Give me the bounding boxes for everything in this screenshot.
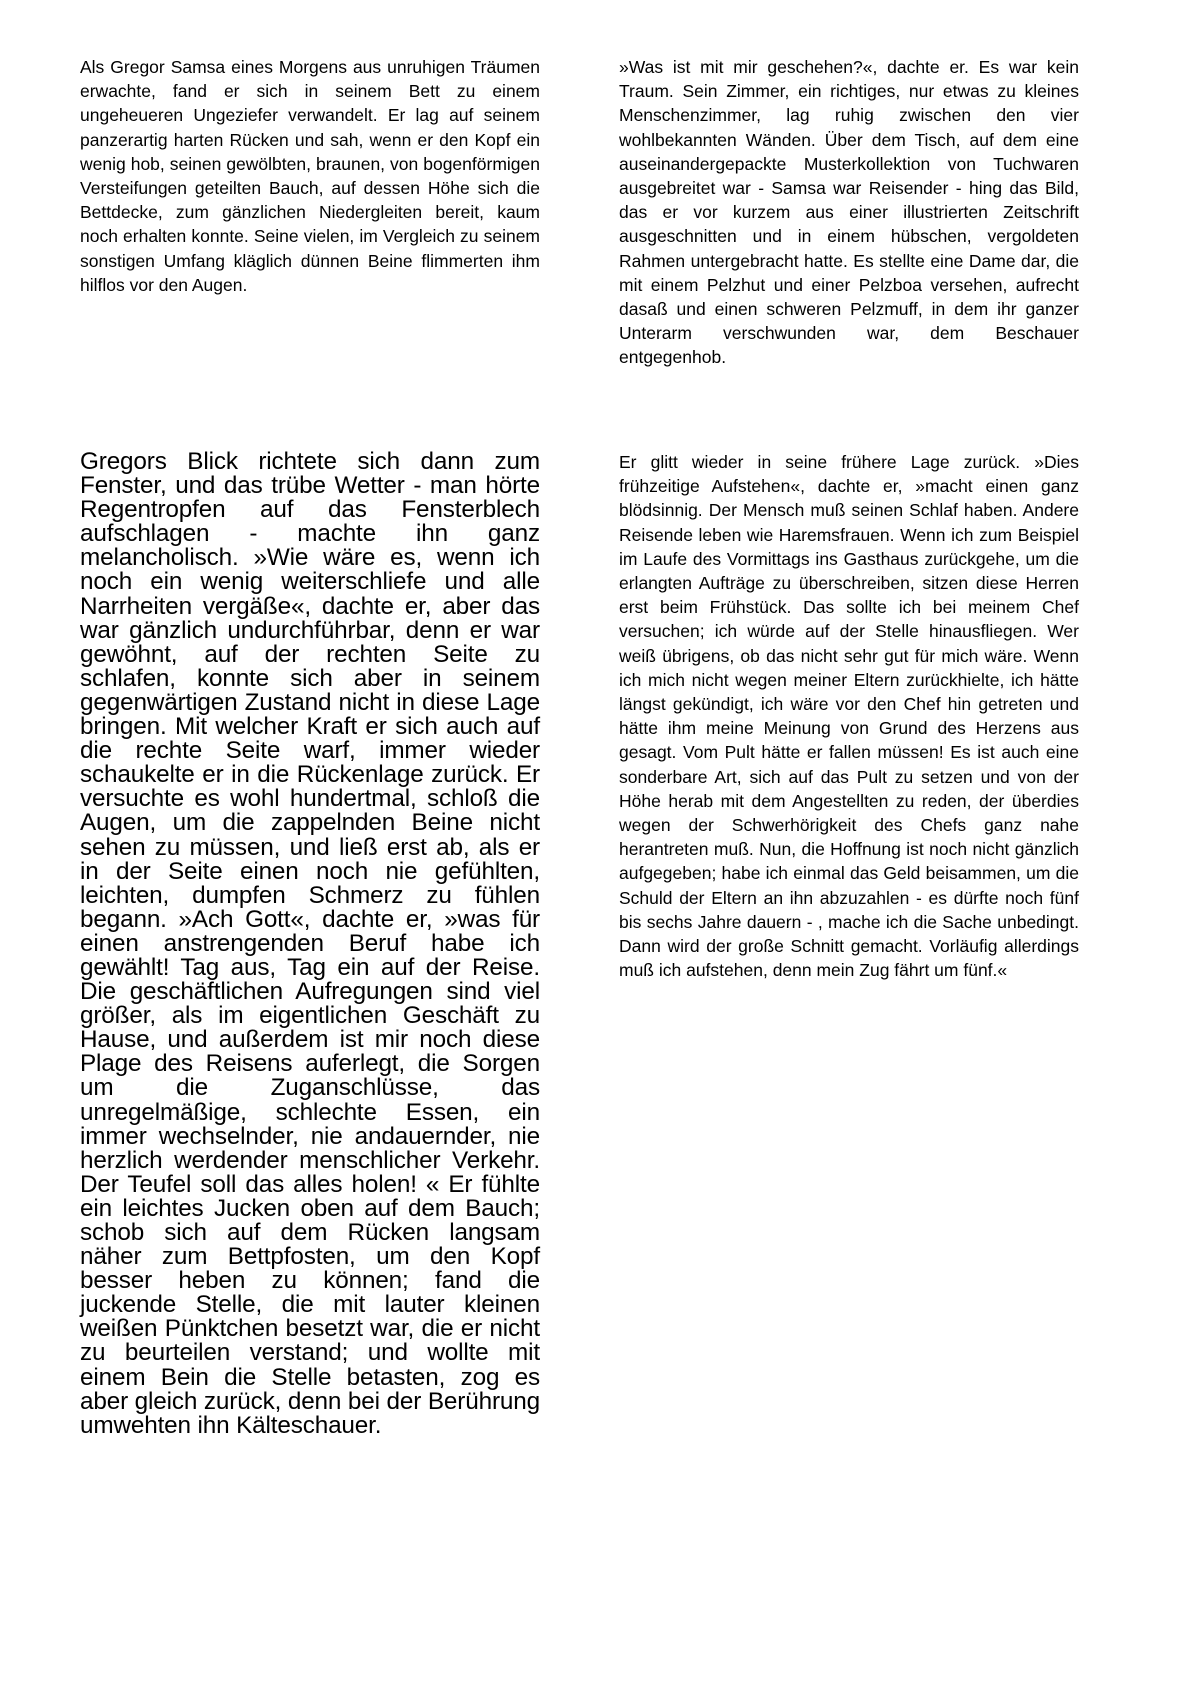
paragraph-top-right: »Was ist mit mir geschehen?«, dachte er. Es war kein Traum. Sein Zimmer, ein richtiges, nur etwas zu kleines Menschenzimmer, lag ruhig zwischen den vier wohlbekannten Wänden. Über dem Tisch, auf dem eine auseinandergepackte Musterkollektion von Tuchwaren ausgebreitet war - Samsa war Reisender - hing das Bild, das er vor kurzem aus einer illustrierten Zeitschrift ausgeschnitten und in einem hübschen, vergoldeten Rahmen untergebracht hatte. Es stellte eine Dame dar, die mit einem Pelzhut und einer Pelzboa versehen, aufrecht dasaß und einen schweren Pelzmuff, in dem ihr ganzer Unterarm verschwunden war, dem Beschauer entgegenhob. <box>619 57 1079 368</box>
paragraph-top-left: Als Gregor Samsa eines Morgens aus unruhigen Träumen erwachte, fand er sich in seinem Bett zu einem ungeheueren Ungeziefer verwandelt. Er lag auf seinem panzerartig harten Rücken und sah, wenn er den Kopf ein wenig hob, seinen gewölbten, braunen, von bogenförmigen Versteifungen geteilten Bauch, auf dessen Höhe sich die Bettdecke, zum gänzlichen Niedergleiten bereit, kaum noch erhalten konnte. Seine vielen, im Vergleich zu seinem sonstigen Umfang kläglich dünnen Beine flimmerten ihm hilflos vor den Augen. <box>80 57 540 295</box>
paragraph-bottom-left: Gregors Blick richtete sich dann zum Fenster, und das trübe Wetter - man hörte Regentropfen auf das Fensterblech aufschlagen - machte ihn ganz melancholisch. »Wie wäre es, wenn ich noch ein wenig weiterschliefe und alle Narrheiten vergäße«, dachte er, aber das war gänzlich undurchführbar, denn er war gewöhnt, auf der rechten Seite zu schlafen, konnte sich aber in seinem gegenwärtigen Zustand nicht in diese Lage bringen. Mit welcher Kraft er sich auch auf die rechte Seite warf, immer wieder schaukelte er in die Rückenlage zurück. Er versuchte es wohl hundertmal, schloß die Augen, um die zappelnden Beine nicht sehen zu müssen, und ließ erst ab, als er in der Seite einen noch nie gefühlten, leichten, dumpfen Schmerz zu fühlen begann. »Ach Gott«, dachte er, »was für einen anstrengenden Beruf habe ich gewählt! Tag aus, Tag ein auf der Reise. Die geschäftlichen Aufregungen sind viel größer, als im eigentlichen Geschäft zu Hause, und außerdem ist mir noch diese Plage des Reisens auferlegt, die Sorgen um die Zuganschlüsse, das unregelmäßige, schlechte Essen, ein immer wechselnder, nie andauernder, nie herzlich werdender menschlicher Verkehr. Der Teufel soll das alles holen! « Er fühlte ein leichtes Jucken oben auf dem Bauch; schob sich auf dem Rücken langsam näher zum Bettpfosten, um den Kopf besser heben zu können; fand die juckende Stelle, die mit lauter kleinen weißen Pünktchen besetzt war, die er nicht zu beurteilen verstand; und wollte mit einem Bein die Stelle betasten, zog es aber gleich zurück, denn bei der Berührung umwehten ihn Kälteschauer. <box>80 448 540 1439</box>
paragraph-bottom-right: Er glitt wieder in seine frühere Lage zurück. »Dies frühzeitige Aufstehen«, dachte er, »macht einen ganz blödsinnig. Der Mensch muß seinen Schlaf haben. Andere Reisende leben wie Haremsfrauen. Wenn ich zum Beispiel im Laufe des Vormittags ins Gasthaus zurückgehe, um die erlangten Aufträge zu überschreiben, sitzen diese Herren erst beim Frühstück. Das sollte ich bei meinem Chef versuchen; ich würde auf der Stelle hinausfliegen. Wer weiß übrigens, ob das nicht sehr gut für mich wäre. Wenn ich mich nicht wegen meiner Eltern zurückhielte, ich hätte längst gekündigt, ich wäre vor den Chef hin getreten und hätte ihm meine Meinung von Grund des Herzens aus gesagt. Vom Pult hätte er fallen müssen! Es ist auch eine sonderbare Art, sich auf das Pult zu setzen und von der Höhe herab mit dem Angestellten zu reden, der überdies wegen der Schwerhörigkeit des Chefs ganz nahe herantreten muß. Nun, die Hoffnung ist noch nicht gänzlich aufgegeben; habe ich einmal das Geld beisammen, um die Schuld der Eltern an ihn abzuzahlen - es dürfte noch fünf bis sechs Jahre dauern - , mache ich die Sache unbedingt. Dann wird der große Schnitt gemacht. Vorläufig allerdings muß ich aufstehen, denn mein Zug fährt um fünf.« <box>619 452 1079 981</box>
